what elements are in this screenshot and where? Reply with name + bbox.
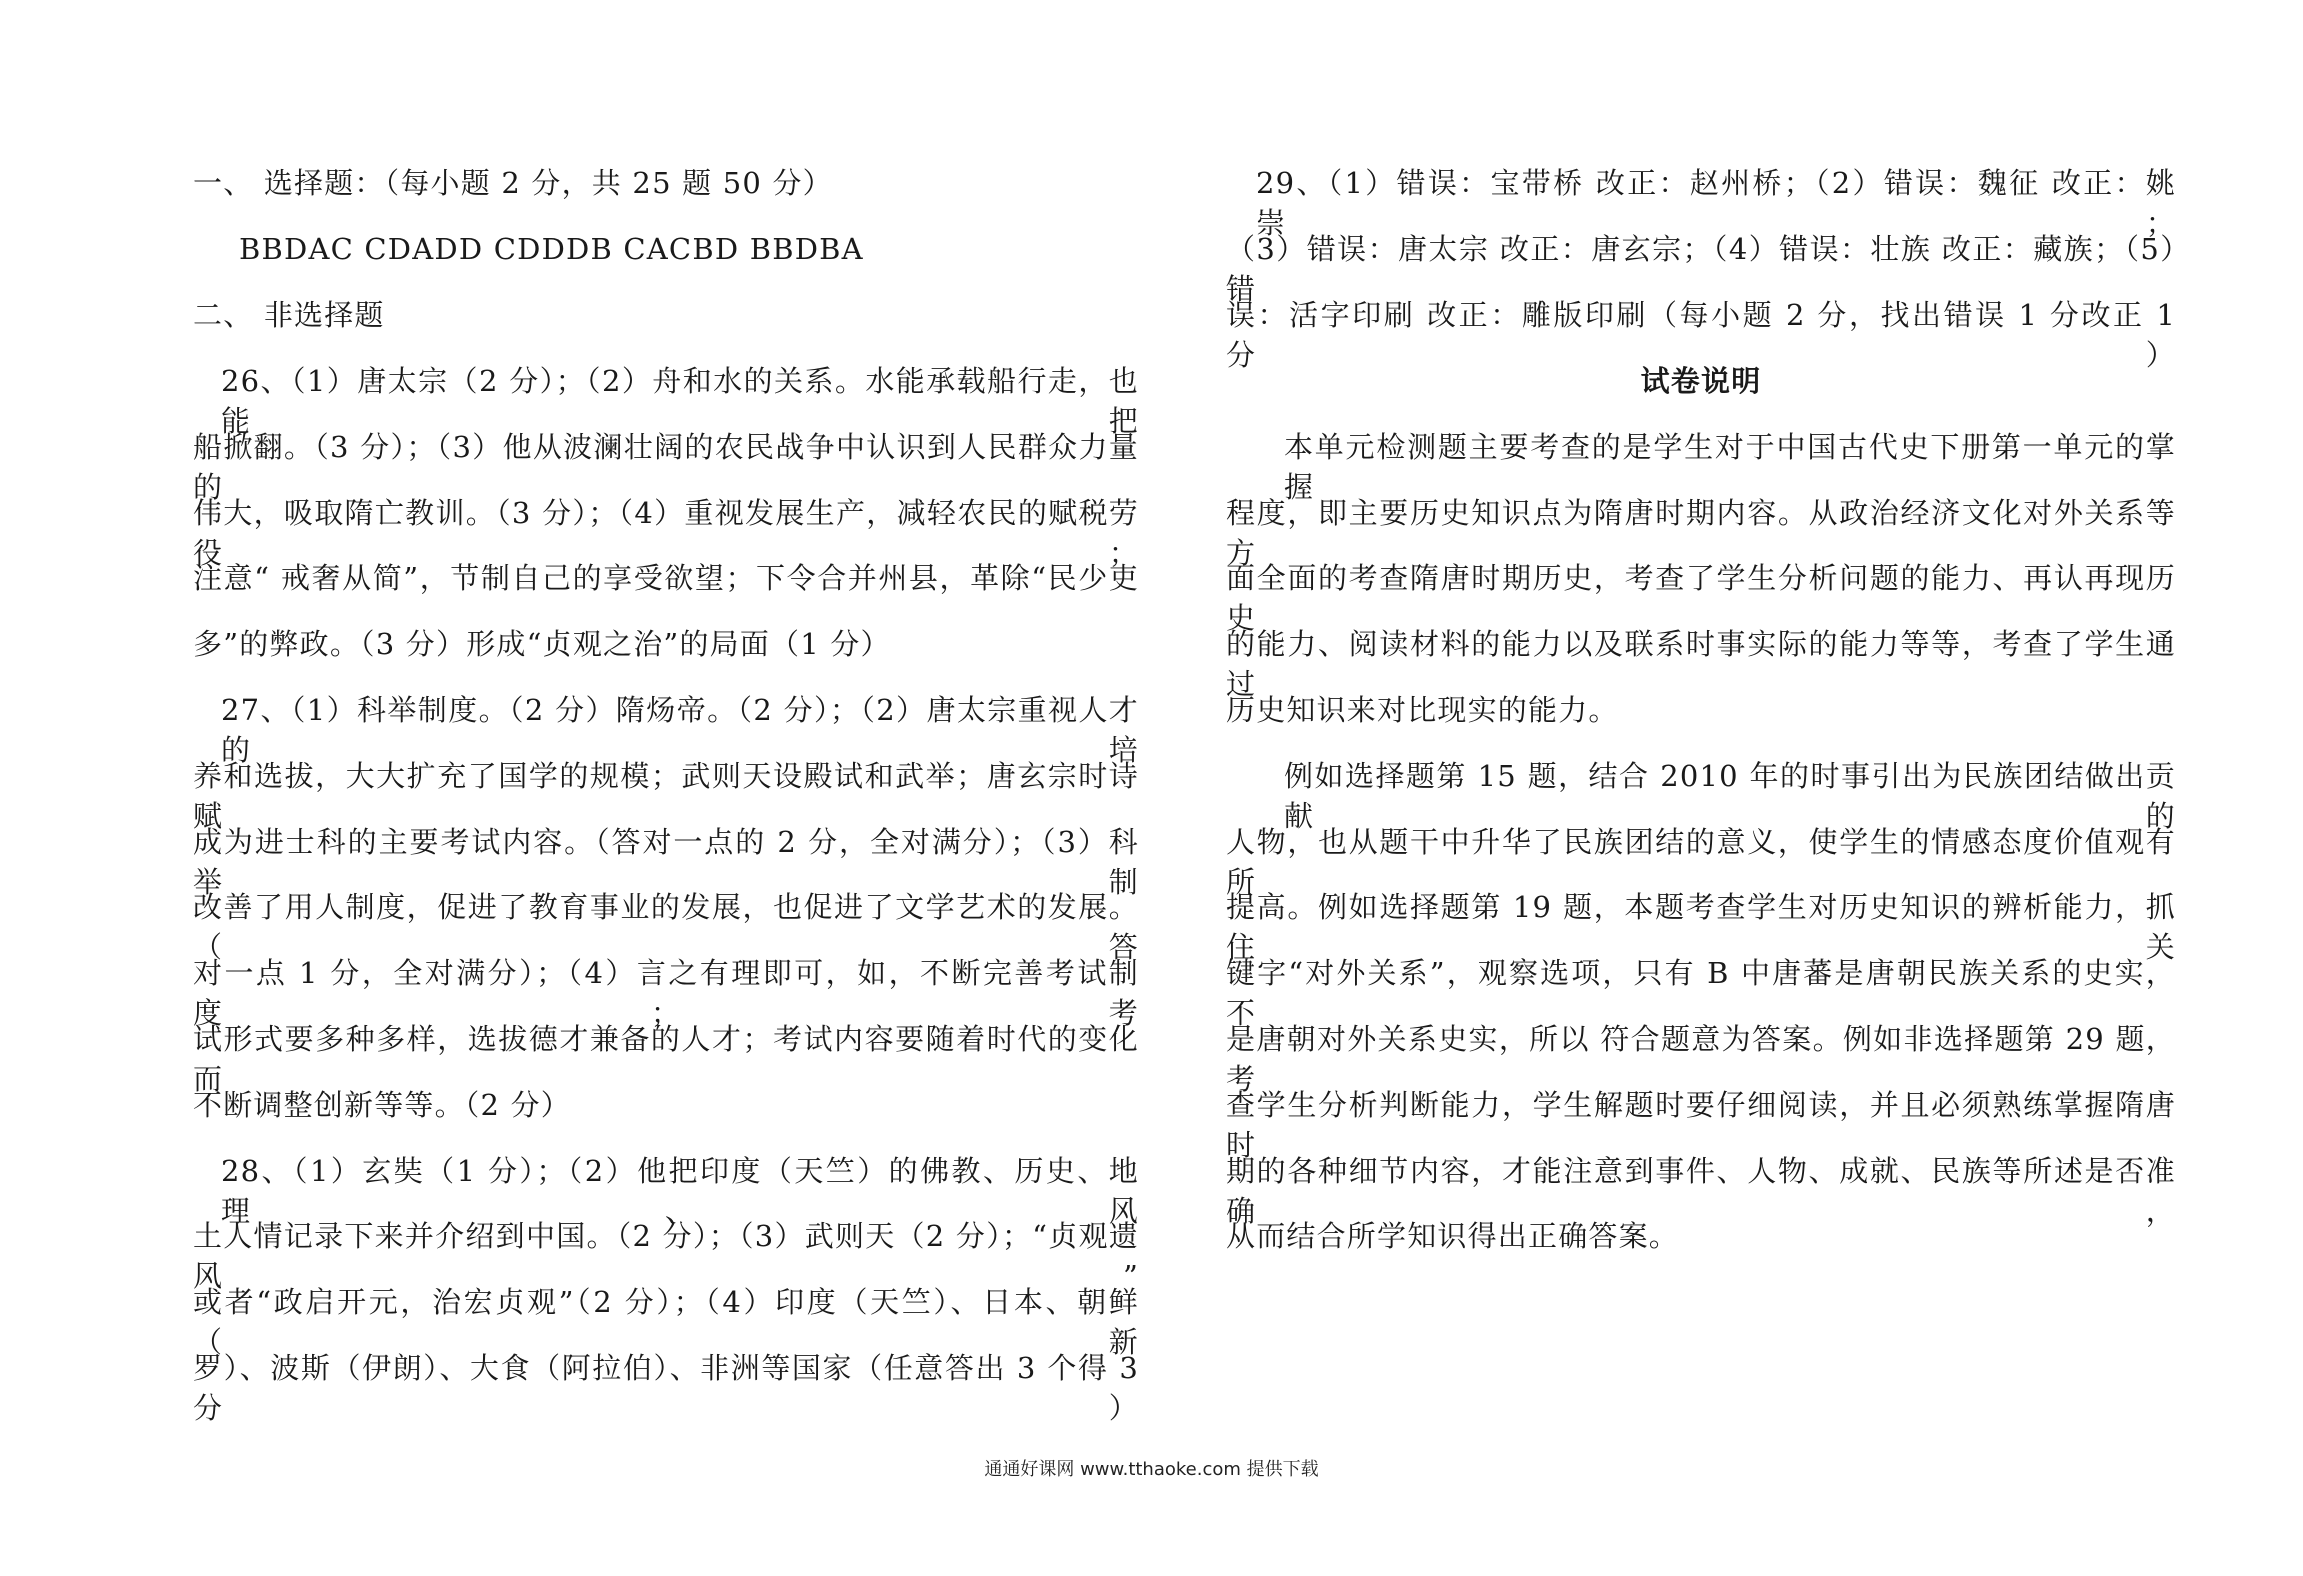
answer-28-line: 土人情记录下来并介绍到中国。（2 分）；（3）武则天（2 分）；“贞观遗风” (193, 1219, 1139, 1293)
answer-27-line: 不断调整创新等等。（2 分） (193, 1088, 571, 1122)
paragraph-line: 人物，也从题干中升华了民族团结的意义，使学生的情感态度价值观有所 (1226, 825, 2176, 899)
paragraph-line: 期的各种细节内容，才能注意到事件、人物、成就、民族等所述是否准确， (1226, 1154, 2176, 1228)
answer-26-line: 伟大，吸取隋亡教训。（3 分）；（4）重视发展生产，减轻农民的赋税劳役； (193, 496, 1139, 570)
answer-28-line: 罗）、波斯（伊朗）、大食（阿拉伯）、非洲等国家（任意答出 3 个得 3 分） (193, 1351, 1139, 1425)
answer-27-line: 27、（1）科举制度。（2 分）隋炀帝。（2 分）；（2）唐太宗重视人才的培 (221, 693, 1139, 767)
choice-answers: BBDAC CDADD CDDDB CACBD BBDBA (239, 232, 864, 266)
answer-29-line: （3）错误：唐太宗 改正：唐玄宗；（4）错误：壮族 改正：藏族；（5）错 (1226, 232, 2176, 306)
paragraph-line: 从而结合所学知识得出正确答案。 (1226, 1219, 1680, 1253)
answer-26-line: 多”的弊政。（3 分）形成“贞观之治”的局面（1 分） (193, 627, 891, 661)
paragraph-line: 查学生分析判断能力，学生解题时要仔细阅读，并且必须熟练掌握隋唐时 (1226, 1088, 2176, 1162)
paragraph-line: 提高。例如选择题第 19 题，本题考查学生对历史知识的辨析能力，抓住关 (1226, 890, 2176, 964)
paragraph-line: 是唐朝对外关系史实，所以 符合题意为答案。例如非选择题第 29 题，考 (1226, 1022, 2176, 1096)
paragraph-line: 面全面的考查隋唐时期历史，考查了学生分析问题的能力、再认再现历史 (1226, 561, 2176, 635)
answer-29-line: 29、（1）错误：宝带桥 改正：赵州桥；（2）错误：魏征 改正：姚崇； (1256, 166, 2176, 240)
answer-27-line: 对一点 1 分，全对满分）；（4）言之有理即可，如，不断完善考试制度；考 (193, 956, 1139, 1030)
paragraph-line: 键字“对外关系”，观察选项，只有 B 中唐蕃是唐朝民族关系的史实，不 (1226, 956, 2176, 1030)
answer-26-line: 注意“ 戒奢从简”，节制自己的享受欲望；下令合并州县，革除“民少吏 (193, 561, 1139, 595)
answer-27-line: 改善了用人制度，促进了教育事业的发展，也促进了文学艺术的发展。（答 (193, 890, 1139, 964)
answer-27-line: 养和选拔，大大扩充了国学的规模；武则天设殿试和武举；唐玄宗时诗赋 (193, 759, 1139, 833)
answer-27-line: 试形式要多种多样，选拔德才兼备的人才；考试内容要随着时代的变化而 (193, 1022, 1139, 1096)
explanation-title: 试卷说明 (1640, 364, 1762, 398)
answer-26-line: 26、（1）唐太宗（2 分）；（2）舟和水的关系。水能承载船行走，也能把 (221, 364, 1139, 438)
paragraph-line: 历史知识来对比现实的能力。 (1226, 693, 1619, 727)
answer-28-line: 或者“政启开元，治宏贞观”（2 分）；（4）印度（天竺）、日本、朝鲜（新 (193, 1285, 1139, 1359)
page-footer: 通通好课网 www.tthaoke.com 提供下载 (984, 1459, 1319, 1480)
answer-26-line: 船掀翻。（3 分）；（3）他从波澜壮阔的农民战争中认识到人民群众力量的 (193, 430, 1139, 504)
section2-title: 二、 非选择题 (193, 298, 385, 332)
paragraph-line: 例如选择题第 15 题，结合 2010 年的时事引出为民族团结做出贡献的 (1284, 759, 2176, 833)
paragraph-line: 程度，即主要历史知识点为隋唐时期内容。从政治经济文化对外关系等方 (1226, 496, 2176, 570)
paragraph-line: 本单元检测题主要考查的是学生对于中国古代史下册第一单元的掌握 (1284, 430, 2176, 504)
paragraph-line: 的能力、阅读材料的能力以及联系时事实际的能力等等，考查了学生通过 (1226, 627, 2176, 701)
answer-28-line: 28、（1）玄奘（1 分）；（2）他把印度（天竺）的佛教、历史、地理、风 (221, 1154, 1139, 1228)
section1-title: 一、 选择题：（每小题 2 分，共 25 题 50 分） (193, 166, 833, 200)
answer-27-line: 成为进士科的主要考试内容。（答对一点的 2 分，全对满分）；（3）科举制 (193, 825, 1139, 899)
answer-29-line: 误：活字印刷 改正：雕版印刷（每小题 2 分，找出错误 1 分改正 1 分） (1226, 298, 2176, 372)
